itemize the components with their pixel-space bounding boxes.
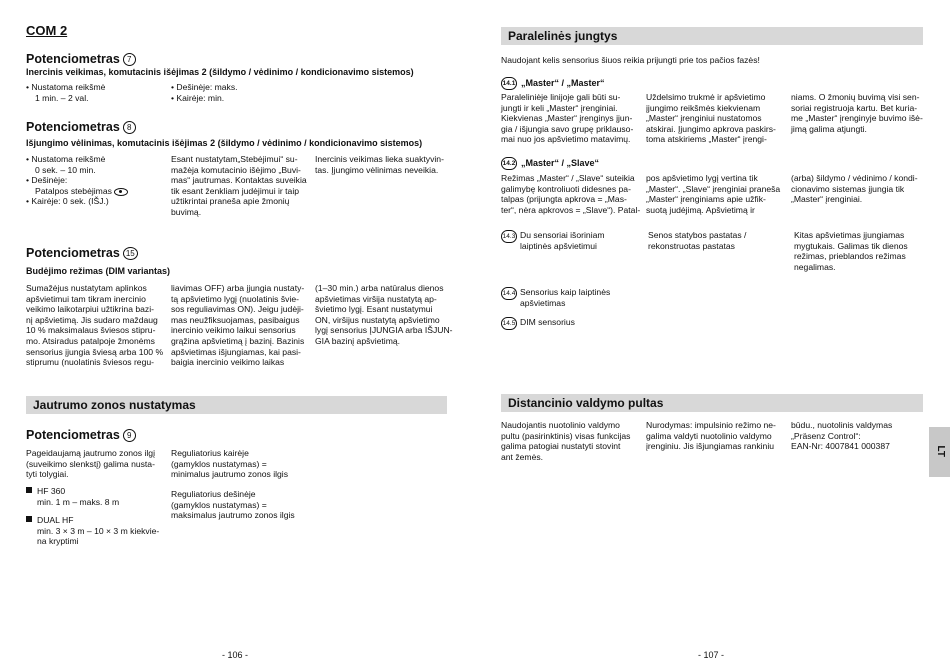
pot7-col2-item: • Dešinėje: maks. <box>171 82 238 92</box>
s143-col2: Senos statybos pastatas / rekonstruotas pastatas <box>648 230 747 251</box>
pot7-subtitle: Inercinis veikimas, komutacinis išėjimas 2 (šildymo / vėdinimo / kondicionavimo sistemos) <box>26 67 414 77</box>
s141-title: „Master“ / „Master“ <box>521 77 605 88</box>
pot7-title <box>26 52 136 67</box>
pot15-col1: Sumažėjus nustatytam aplinkos apšvietimui tam tikram inercinio veikimo laikotarpiui užtikrina bazi- nį apšvietimą. Jis sudaro maždaug 10 % maksimalaus šviesos stipru- mo. Atsiradus patalpoje žmonėms sensorius įjungia šviesą arba 100 % stiprumu (nuolatinis šviesos regu- <box>26 283 164 368</box>
pot9-number-badge: 9 <box>123 429 136 442</box>
eye-icon <box>114 188 128 196</box>
pot7-col1-item: Nustatoma reikšmė 1 min. – 2 val. <box>31 82 106 103</box>
s143-number-badge: 14.3 <box>501 230 517 243</box>
pot7-col2-item-text: Dešinėje: maks. <box>176 82 238 92</box>
page-number-right: - 107 - <box>698 650 725 660</box>
dualhf-text: min. 3 × 3 m – 10 × 3 m kiekvie- na kryptimi <box>37 525 160 547</box>
pot9-col1: Pageidaujamą jautrumo zonos ilgį (suveikimo slenkstį) galima nusta- tyti tolygiai. <box>26 448 155 480</box>
paralel-intro: Naudojant kelis sensorius šiuos reikia prijungti prie tos pačios fazės! <box>501 55 760 65</box>
remote-col1: Naudojantis nuotolinio valdymo pultu (pasirinktinis) visas funkcijas galima patogiai nustatyti stovint ant žemės. <box>501 420 631 462</box>
dualhf-block <box>26 515 166 547</box>
remote-col2: Nurodymas: impulsinio režimo ne- galima valdyti nuotolinio valdymo įrenginiu. Jis išjungiamas rankiniu <box>646 420 776 452</box>
pot7-col2-item-text: Kairėje: min. <box>176 92 225 103</box>
pot8-title-text: Potenciometras <box>26 120 120 134</box>
s141-col2: Uždelsimo trukmė ir apšvietimo įjungimo reikšmės kiekvienam „Master“ įrenginiui nustatomos atskirai. Įjungimo apkrova paskirs- toma atskiriems „Master“ įrengi- <box>646 92 776 145</box>
hf360-title <box>26 486 166 497</box>
remote-col3: būdu., nuotolinis valdymas „Präsenz Control“: EAN-Nr: 4007841 000387 <box>791 420 893 452</box>
s142-col2: pos apšvietimo lygį vertina tik „Master“. „Slave“ įrenginiai praneša „Master“ įrenginiams apie užfik- suotą judėjimą. Apšvietimą ir <box>646 173 781 215</box>
pot7-col1: • Nustatoma reikšmė 1 min. – 2 val. <box>26 82 106 103</box>
pot15-number-badge: 15 <box>123 247 138 260</box>
s143-col1 <box>501 230 641 251</box>
pot8-col1 <box>26 154 166 207</box>
section-bar-paralelines: Paralelinės jungtys <box>501 27 923 45</box>
pot8-col1-item-text: Dešinėje: Patalpos stebėjimas <box>31 175 112 196</box>
pot15-title <box>26 246 138 261</box>
s142-col3: (arba) šildymo / vėdinimo / kondi- cionavimo sistemas įjungia tik „Master“ įrenginiai. <box>791 173 918 205</box>
pot15-subtitle: Budėjimo režimas (DIM variantas) <box>26 266 171 276</box>
language-tab-label: LT <box>935 445 947 458</box>
pot8-col1-item-text: Nustatoma reikšmė 0 sek. – 10 min. <box>31 154 106 175</box>
square-bullet-icon <box>26 487 32 493</box>
s145-item <box>501 317 651 328</box>
s144-item <box>501 287 651 308</box>
pot8-col1-item: • Dešinėje: Patalpos stebėjimas <box>26 175 166 196</box>
s144-number-badge: 14.4 <box>501 287 517 300</box>
pot8-col1-item: • Nustatoma reikšmė 0 sek. – 10 min. <box>26 154 106 175</box>
pot7-col2-item: • Kairėje: min. <box>171 92 225 103</box>
hf360-title-text: HF 360 <box>37 486 66 496</box>
pot8-subtitle: Išjungimo vėlinimas, komutacinis išėjimas 2 (šildymo / vėdinimo / kondicionavimo sistemos) <box>26 138 423 148</box>
s144-text: Sensorius kaip laiptinės apšvietimas <box>520 287 611 308</box>
pot8-title <box>26 120 136 135</box>
s143-col1-text: Du sensoriai išoriniam laiptinės apšvietimui <box>520 230 605 251</box>
language-tab <box>929 427 950 477</box>
pot8-number-badge: 8 <box>123 121 136 134</box>
s145-number-badge: 14.5 <box>501 317 517 330</box>
pot15-col3: (1–30 min.) arba natūralus dienos apšvietimas viršija nustatytą ap- švietimo lygį. Esant nustatymui ON, viršijus nustatytą apšvietimo lygį sensorius ĮJUNGIA arba IŠJUN- GIA bazinį apšvietimą. <box>315 283 453 346</box>
dualhf-title <box>26 515 166 526</box>
s142-number-badge: 14.2 <box>501 157 517 170</box>
pot9-col2a: Reguliatorius kairėje (gamyklos nustatymas) = minimalus jautrumo zonos ilgis <box>171 448 289 480</box>
s145-text: DIM sensorius <box>520 317 575 327</box>
s141-col3: niams. O žmonių buvimą visi sen- soriai registruoja kartu. Bet kuria- me „Master“ įrenginyje buvimo išė- jimą galima atjungti. <box>791 92 923 134</box>
section-bar-jautrumo: Jautrumo zonos nustatymas <box>26 396 447 414</box>
pot9-title-text: Potenciometras <box>26 428 120 442</box>
s141-heading <box>501 77 605 90</box>
square-bullet-icon <box>26 516 32 522</box>
section-header-com2: COM 2 <box>26 23 68 38</box>
pot8-col1-item-text: Kairėje: 0 sek. (IŠJ.) <box>31 196 109 207</box>
pot9-title <box>26 428 136 443</box>
hf360-block <box>26 486 166 507</box>
pot15-title-text: Potenciometras <box>26 246 120 260</box>
pot15-col2: liavimas OFF) arba įjungia nustaty- tą apšvietimo lygį (nuolatinis švie- sos reguliavimas ON). Jeigu judėji- mas neužfiksuojamas, pasibaigus inercinio veikimo laikui sensorius grąžina apšvietimą į bazinį. Bazinis apšvietimas išjungiamas, kai pasi- baigia inercinio veikimo laikas <box>171 283 305 368</box>
s143-col3: Kitas apšvietimas įjungiamas mygtukais. Galimas tik dienos režimas, prieblandos režimas negalimas. <box>794 230 908 272</box>
s141-col1: Paraleliniėje linijoje gali būti su- jungti ir keli „Master“ įrenginiai. Kiekvienas „Master“ įrenginys įjun- gia / išjungia savo grupę priklauso- mai nuo jos apšvietimo matavimų. <box>501 92 634 145</box>
pot7-title-text: Potenciometras <box>26 52 120 66</box>
dualhf-title-text: DUAL HF <box>37 515 74 525</box>
pot9-col2b: Reguliatorius dešinėje (gamyklos nustatymas) = maksimalus jautrumo zonos ilgis <box>171 489 295 521</box>
pot7-number-badge: 7 <box>123 53 136 66</box>
section-bar-distancinio: Distancinio valdymo pultas <box>501 394 923 412</box>
s142-col1: Režimas „Master“ / „Slave“ suteikia galimybę kontroliuoti didesnes pa- talpas (prijungta apkrova = „Mas- ter“, nėra apkrovos = „Slave“). Patal- <box>501 173 641 215</box>
s142-heading <box>501 157 599 170</box>
pot8-col2: Esant nustatytam„Stebėjimui“ su- mažėja komutacinio išėjimo „Buvi- mas“ jautrumas. Kontaktas suveikia tik esant ženkliam judėjimui ir taip užtikrintai praneša apie žmonių buvimą. <box>171 154 307 217</box>
pot8-col1-item: • Kairėje: 0 sek. (IŠJ.) <box>26 196 109 207</box>
pot7-col2 <box>171 82 301 103</box>
page-number-left: - 106 - <box>222 650 249 660</box>
hf360-text: min. 1 m – maks. 8 m <box>37 496 120 507</box>
s141-number-badge: 14.1 <box>501 77 517 90</box>
pot8-col3: Inercinis veikimas lieka suaktyvin- tas. Įjungimo vėlinimas neveikia. <box>315 154 444 175</box>
s142-title: „Master“ / „Slave“ <box>521 157 600 168</box>
